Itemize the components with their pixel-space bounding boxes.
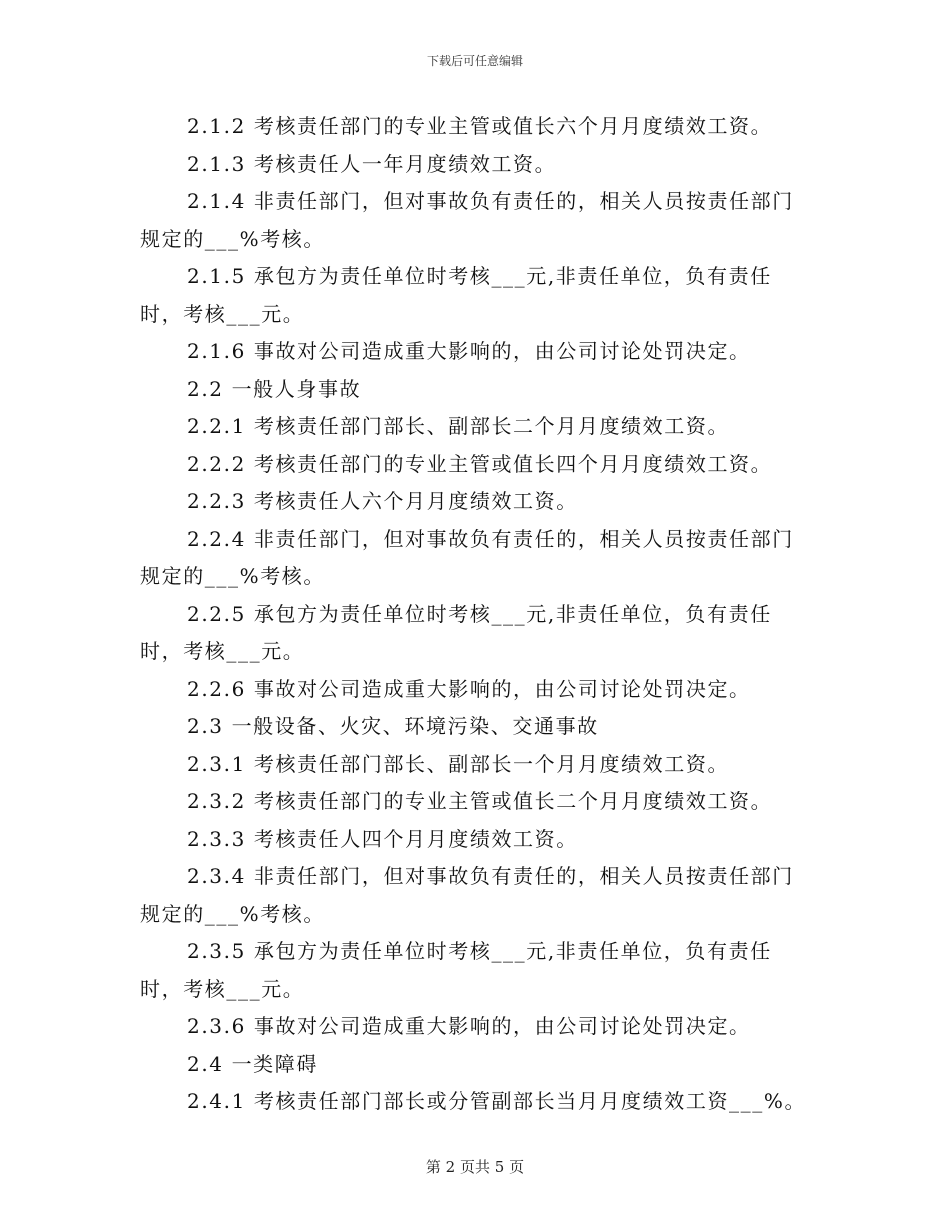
paragraph-2-1-2: 2.1.2 考核责任部门的专业主管或值长六个月月度绩效工资。 [187,114,773,138]
paragraph-2-2-5: 2.2.5 承包方为责任单位时考核___元,非责任单位，负有责任时，考核___元。 [140,601,772,663]
paragraph-2-2-3: 2.2.3 考核责任人六个月月度绩效工资。 [187,489,578,513]
paragraph-2-1-3: 2.1.3 考核责任人一年月度绩效工资。 [187,151,557,176]
paragraph-2-3-2: 2.3.2 考核责任部门的专业主管或值长二个月月度绩效工资。 [187,789,773,813]
paragraph-2-4-1: 2.4.1 考核责任部门部长或分管副部长当月月度绩效工资___%。 [187,1089,807,1113]
paragraph-2-1-4: 2.1.4 非责任部门，但对事故负有责任的，相关人员按责任部门规定的___%考核。 [140,189,794,251]
paragraph-2-1-6: 2.1.6 事故对公司造成重大影响的，由公司讨论处罚决定。 [187,339,751,363]
section-heading-2-3: 2.3 一般设备、火灾、环境污染、交通事故 [187,714,599,738]
section-heading-2-2: 2.2 一般人身事故 [187,376,362,401]
paragraph-2-3-1: 2.3.1 考核责任部门部长、副部长一个月月度绩效工资。 [187,751,730,776]
section-heading-2-4: 2.4 一类障碍 [187,1051,318,1076]
page-header: 下载后可任意编辑 [426,54,523,68]
paragraph-2-1-5: 2.1.5 承包方为责任单位时考核___元,非责任单位，负有责任时，考核___元。 [140,264,772,326]
document-body [140,108,812,1121]
paragraph-2-3-5: 2.3.5 承包方为责任单位时考核___元,非责任单位，负有责任时，考核___元。 [140,939,772,1001]
paragraph-2-3-6: 2.3.6 事故对公司造成重大影响的，由公司讨论处罚决定。 [187,1014,751,1038]
paragraph-2-2-2: 2.2.2 考核责任部门的专业主管或值长四个月月度绩效工资。 [187,451,773,476]
paragraph-2-2-4: 2.2.4 非责任部门，但对事故负有责任的，相关人员按责任部门规定的___%考核。 [140,526,794,588]
paragraph-2-3-3: 2.3.3 考核责任人四个月月度绩效工资。 [187,826,578,851]
page-number: 第 2 页共 5 页 [425,1158,525,1176]
paragraph-2-3-4: 2.3.4 非责任部门，但对事故负有责任的，相关人员按责任部门规定的___%考核。 [140,864,794,926]
paragraph-2-2-6: 2.2.6 事故对公司造成重大影响的，由公司讨论处罚决定。 [187,676,751,701]
paragraph-2-2-1: 2.2.1 考核责任部门部长、副部长二个月月度绩效工资。 [187,414,730,438]
